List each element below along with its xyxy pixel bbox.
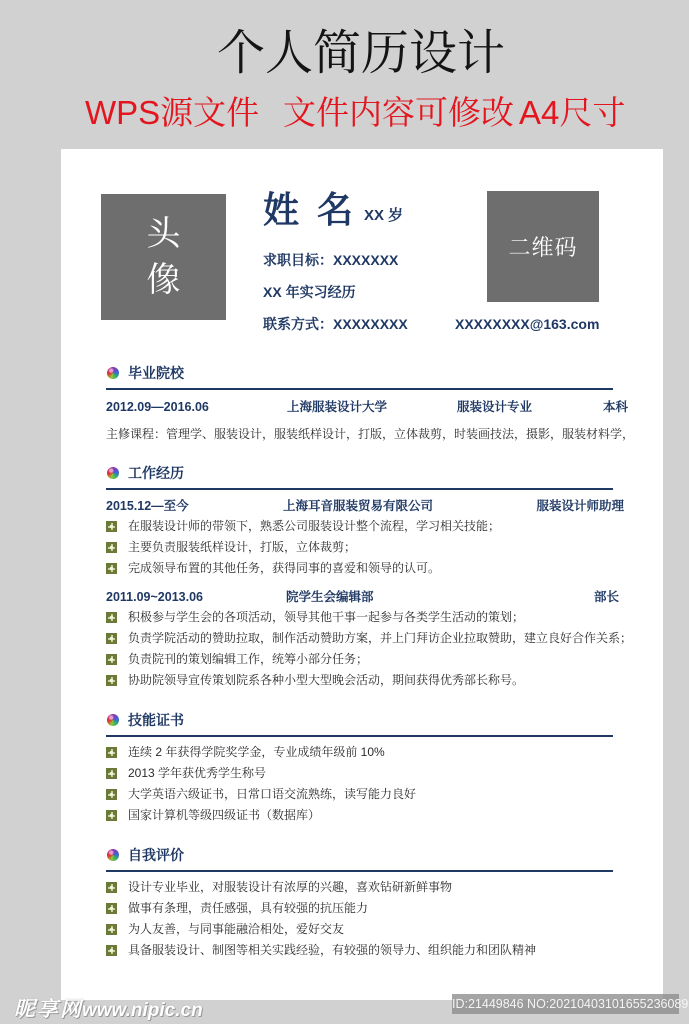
olive-square-bullet-icon	[106, 633, 117, 644]
duty-text: 负责院刊的策划编辑工作，统筹小部分任务；	[128, 652, 369, 666]
work-organization: 上海耳音服装贸易有限公司	[283, 499, 434, 513]
education-degree: 本科	[602, 400, 628, 414]
skill-text: 连续 2 年获得学院奖学金，专业成绩年级前 10%	[128, 745, 385, 759]
skill-text: 国家计算机等级四级证书（数据库）	[128, 808, 321, 822]
olive-square-bullet-icon	[106, 789, 117, 800]
section-divider	[106, 870, 613, 872]
work-position: 部长	[593, 590, 619, 604]
contact-email: XXXXXXXX@163.com	[455, 316, 600, 332]
skill-text: 2013 学年获优秀学生称号	[128, 766, 267, 780]
list-item	[106, 742, 628, 763]
watermark-logo: 昵享网	[14, 998, 83, 1021]
list-item	[106, 877, 628, 898]
banner-subtitle-editable: 文件内容可修改	[283, 94, 514, 131]
list-item	[106, 628, 633, 649]
section-title: 技能证书	[128, 712, 184, 728]
colorful-ball-icon	[107, 467, 119, 479]
list-item	[106, 537, 628, 558]
qr-code-label: 二维码	[508, 235, 578, 260]
list-item	[106, 516, 628, 537]
olive-square-bullet-icon	[106, 612, 117, 623]
list-item	[106, 607, 628, 628]
work-duties-list	[106, 607, 633, 691]
section-divider	[106, 488, 613, 490]
watermark-id-badge: ID:21449846 NO:20210403101655236089	[452, 994, 679, 1014]
olive-square-bullet-icon	[106, 768, 117, 779]
candidate-name: 姓 名	[263, 189, 358, 230]
evaluation-text: 为人友善，与同事能融洽相处，爱好交友	[128, 922, 345, 936]
list-item	[106, 898, 628, 919]
section-self-evaluation	[106, 845, 628, 961]
list-item	[106, 784, 628, 805]
work-duties-list	[106, 516, 628, 579]
work-position: 服装设计师助理	[536, 499, 624, 513]
section-divider	[106, 735, 613, 737]
work-entry-header	[106, 587, 628, 607]
experience-years: XX 年实习经历	[263, 284, 356, 300]
section-divider	[106, 388, 613, 390]
duty-text: 在服装设计师的带领下，熟悉公司服装设计整个流程，学习相关技能；	[128, 519, 501, 533]
olive-square-bullet-icon	[106, 810, 117, 821]
olive-square-bullet-icon	[106, 563, 117, 574]
list-item	[106, 558, 628, 579]
education-row	[106, 397, 628, 417]
banner-subtitle-size: A4尺寸	[519, 94, 626, 131]
list-item	[106, 670, 628, 691]
list-item	[106, 940, 628, 961]
olive-square-bullet-icon	[106, 542, 117, 553]
banner-subtitle-format: WPS源文件	[85, 94, 260, 131]
olive-square-bullet-icon	[106, 903, 117, 914]
olive-square-bullet-icon	[106, 747, 117, 758]
candidate-age: XX 岁	[364, 207, 404, 224]
section-skills	[106, 710, 628, 826]
section-title: 毕业院校	[128, 365, 184, 381]
list-item	[106, 805, 628, 826]
evaluation-text: 设计专业毕业，对服装设计有浓厚的兴趣，喜欢钻研新鲜事物	[128, 880, 453, 894]
duty-text: 完成领导布置的其他任务，获得同事的喜爱和领导的认可。	[128, 561, 441, 575]
education-school: 上海服装设计大学	[287, 400, 388, 414]
duty-text: 负责学院活动的赞助拉取，制作活动赞助方案，并上门拜访企业拉取赞助，建立良好合作关系；	[128, 631, 633, 645]
olive-square-bullet-icon	[106, 654, 117, 665]
education-courses: 主修课程：管理学、服装设计，服装纸样设计，打版，立体裁剪，时装画技法，摄影，服装材料学，	[106, 427, 635, 441]
evaluation-text: 具备服装设计、制图等相关实践经验，有较强的领导力、组织能力和团队精神	[128, 943, 537, 957]
self-evaluation-list	[106, 877, 628, 961]
section-heading	[106, 463, 628, 483]
education-period: 2012.09—2016.06	[106, 400, 209, 414]
section-heading	[106, 363, 628, 383]
colorful-ball-icon	[107, 714, 119, 726]
education-major: 服装设计专业	[457, 400, 533, 414]
photo-placeholder	[101, 194, 226, 320]
evaluation-text: 做事有条理，责任感强，具有较强的抗压能力	[128, 901, 369, 915]
skill-text: 大学英语六级证书，日常口语交流熟练，读写能力良好	[128, 787, 417, 801]
section-heading	[106, 845, 628, 865]
photo-label-line-2: 像	[146, 261, 181, 299]
olive-square-bullet-icon	[106, 675, 117, 686]
olive-square-bullet-icon	[106, 521, 117, 532]
list-item	[106, 919, 628, 940]
work-period: 2011.09~2013.06	[106, 590, 203, 604]
section-title: 自我评价	[128, 847, 184, 863]
duty-text: 协助院领导宣传策划院系各种小型大型晚会活动，期间获得优秀部长称号。	[128, 673, 525, 687]
section-work-experience	[106, 463, 633, 691]
section-heading	[106, 710, 628, 730]
list-item	[106, 649, 628, 670]
qr-code-placeholder	[487, 191, 599, 302]
section-education	[106, 363, 635, 444]
banner-title: 个人简历设计	[217, 27, 506, 80]
skills-list	[106, 742, 628, 826]
work-entry-header	[106, 496, 628, 516]
olive-square-bullet-icon	[106, 945, 117, 956]
colorful-ball-icon	[107, 849, 119, 861]
watermark-url: www.nipic.cn	[82, 1000, 203, 1021]
contact-phone: 联系方式：XXXXXXXX	[263, 316, 408, 332]
olive-square-bullet-icon	[106, 882, 117, 893]
duty-text: 积极参与学生会的各项活动，领导其他干事一起参与各类学生活动的策划；	[128, 610, 525, 624]
section-title: 工作经历	[128, 465, 184, 481]
olive-square-bullet-icon	[106, 924, 117, 935]
job-target: 求职目标：XXXXXXX	[263, 252, 399, 268]
duty-text: 主要负责服装纸样设计，打版，立体裁剪；	[128, 540, 357, 554]
work-period: 2015.12—至今	[106, 499, 189, 513]
colorful-ball-icon	[107, 367, 119, 379]
work-organization: 院学生会编辑部	[286, 590, 374, 604]
list-item	[106, 763, 628, 784]
photo-label-line-1: 头	[146, 215, 181, 253]
